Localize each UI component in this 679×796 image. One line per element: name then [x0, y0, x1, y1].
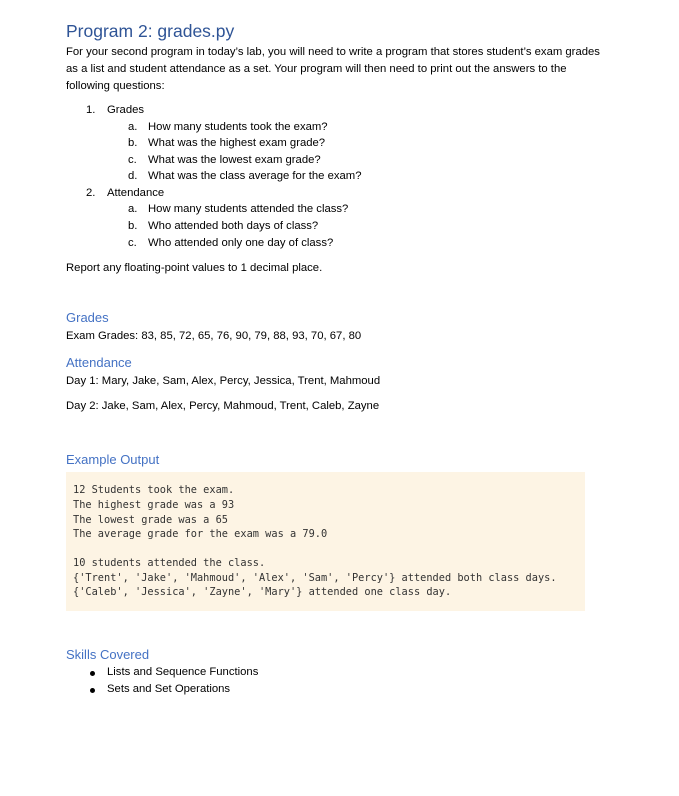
- code-line: 10 students attended the class.: [73, 557, 266, 569]
- skill-text: Lists and Sequence Functions: [107, 666, 259, 678]
- day1-attendance: Day 1: Mary, Jake, Sam, Alex, Percy, Jessica, Trent, Mahmoud: [66, 375, 381, 387]
- list-text: What was the class average for the exam?: [148, 170, 362, 182]
- list-number: 2.: [86, 187, 96, 199]
- list-letter: d.: [128, 170, 138, 182]
- page-title: Program 2: grades.py: [66, 21, 235, 41]
- attendance-heading: Attendance: [66, 355, 132, 370]
- bullet-icon: [90, 688, 95, 693]
- list-letter: a.: [128, 121, 138, 133]
- list-letter: b.: [128, 220, 138, 232]
- skill-text: Sets and Set Operations: [107, 683, 231, 695]
- list-letter: c.: [128, 154, 137, 166]
- day2-attendance: Day 2: Jake, Sam, Alex, Percy, Mahmoud, Trent, Caleb, Zayne: [66, 400, 380, 412]
- report-note: Report any floating-point values to 1 decimal place.: [66, 262, 323, 274]
- code-line: {'Trent', 'Jake', 'Mahmoud', 'Alex', 'Sam', 'Percy'} attended both class days.: [73, 572, 557, 584]
- code-line: 12 Students took the exam.: [73, 484, 235, 496]
- list-letter: a.: [128, 203, 138, 215]
- bullet-icon: [90, 671, 95, 676]
- list-letter: b.: [128, 137, 138, 149]
- list-number: 1.: [86, 104, 96, 116]
- code-line: The average grade for the exam was a 79.0: [73, 528, 328, 540]
- list-label: Grades: [107, 104, 145, 116]
- list-label: Attendance: [107, 187, 165, 199]
- code-line: {'Caleb', 'Jessica', 'Zayne', 'Mary'} attended one class day.: [73, 586, 452, 598]
- list-text: How many students attended the class?: [148, 203, 349, 215]
- skills-heading: Skills Covered: [66, 647, 150, 662]
- exam-grades: Exam Grades: 83, 85, 72, 65, 76, 90, 79, 88, 93, 70, 67, 80: [66, 330, 362, 342]
- list-text: What was the highest exam grade?: [148, 137, 326, 149]
- list-letter: c.: [128, 237, 137, 249]
- list-text: Who attended only one day of class?: [148, 237, 334, 249]
- list-text: What was the lowest exam grade?: [148, 154, 321, 166]
- example-output-heading: Example Output: [66, 452, 160, 467]
- code-line: The lowest grade was a 65: [73, 514, 228, 526]
- list-text: How many students took the exam?: [148, 121, 328, 133]
- code-block: [66, 472, 585, 611]
- code-line: The highest grade was a 93: [73, 499, 235, 511]
- grades-heading: Grades: [66, 310, 109, 325]
- intro-paragraph: For your second program in today’s lab, you will need to write a program that stores student’s exam grades as a list and student attendance as a set. Your program will then need to print out the answers to the following questions:: [66, 46, 600, 92]
- list-text: Who attended both days of class?: [148, 220, 319, 232]
